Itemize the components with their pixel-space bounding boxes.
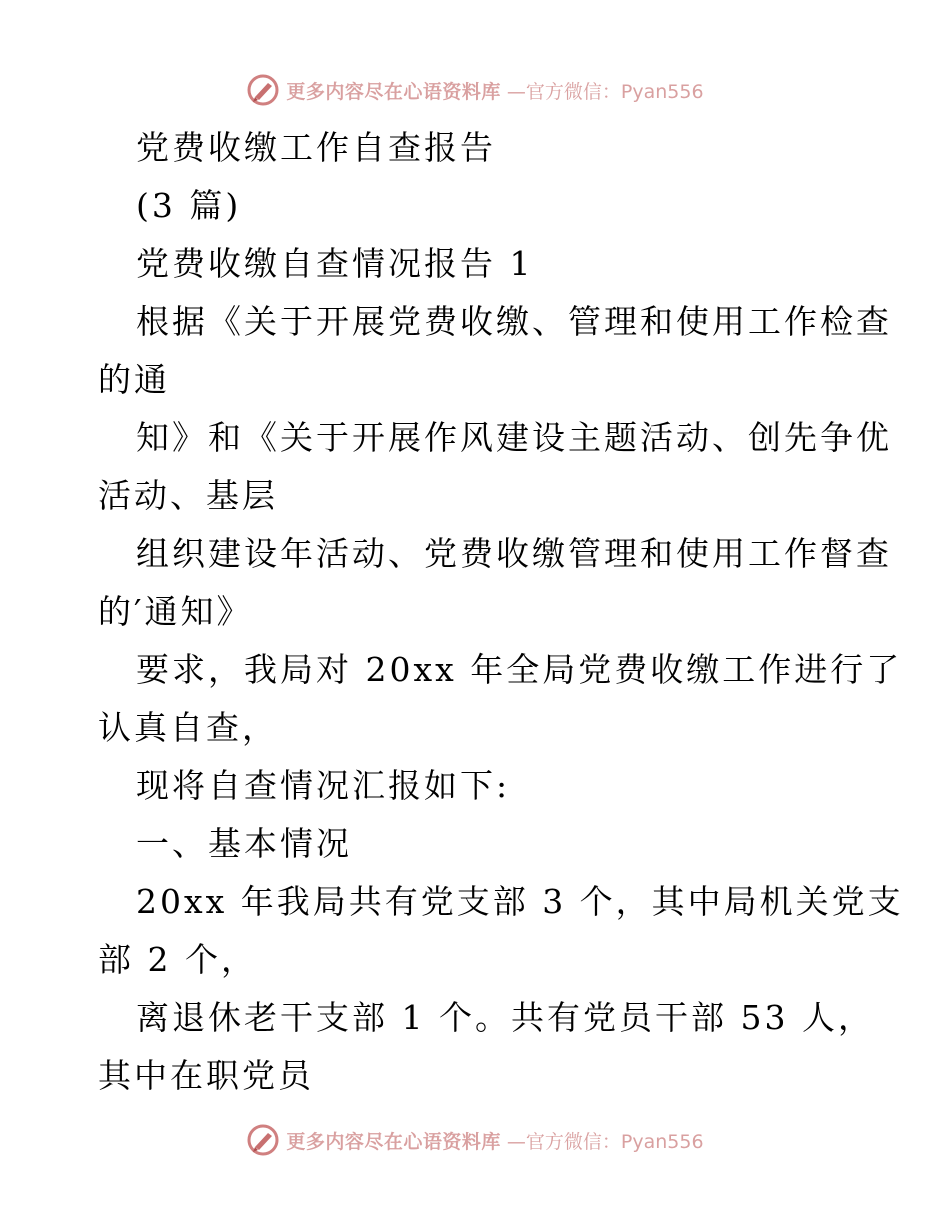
pen-logo-icon [246, 73, 280, 107]
paragraph-line: 根据《关于开展党费收缴、管理和使用工作检查 [136, 302, 892, 341]
paragraph-line: 知》和《关于开展作风建设主题活动、创先争优 [136, 418, 892, 457]
watermark-contact: —官方微信：Pyan556 [506, 80, 704, 103]
section-heading: 一、基本情况 [136, 824, 352, 863]
document-title: 党费收缴工作自查报告 [136, 128, 496, 167]
paragraph-line: 现将自查情况汇报如下: [136, 766, 511, 805]
document-subtitle: (3 篇) [136, 186, 242, 225]
paragraph-line: 离退休老干支部 1 个。共有党员干部 53 人， [136, 998, 874, 1037]
watermark-text: 更多内容尽在心语资料库 [286, 80, 501, 103]
paragraph-line: 的通 [98, 360, 170, 399]
paragraph-line: 的′通知》 [98, 592, 253, 631]
paragraph-line: 其中在职党员 [98, 1056, 314, 1095]
watermark-contact: —官方微信：Pyan556 [506, 1130, 704, 1153]
paragraph-line: 活动、基层 [98, 476, 278, 515]
section-heading: 党费收缴自查情况报告 1 [136, 244, 534, 283]
watermark-footer [0, 1120, 950, 1160]
watermark-text: 更多内容尽在心语资料库 [286, 1130, 501, 1153]
paragraph-line: 部 2 个， [98, 940, 257, 979]
paragraph-line: 认真自查， [98, 708, 278, 747]
paragraph-line: 组织建设年活动、党费收缴管理和使用工作督查 [136, 534, 892, 573]
pen-logo-icon [246, 1123, 280, 1157]
watermark-header [0, 70, 950, 110]
paragraph-line: 20xx 年我局共有党支部 3 个，其中局机关党支 [136, 882, 904, 921]
paragraph-line: 要求，我局对 20xx 年全局党费收缴工作进行了 [136, 650, 903, 689]
